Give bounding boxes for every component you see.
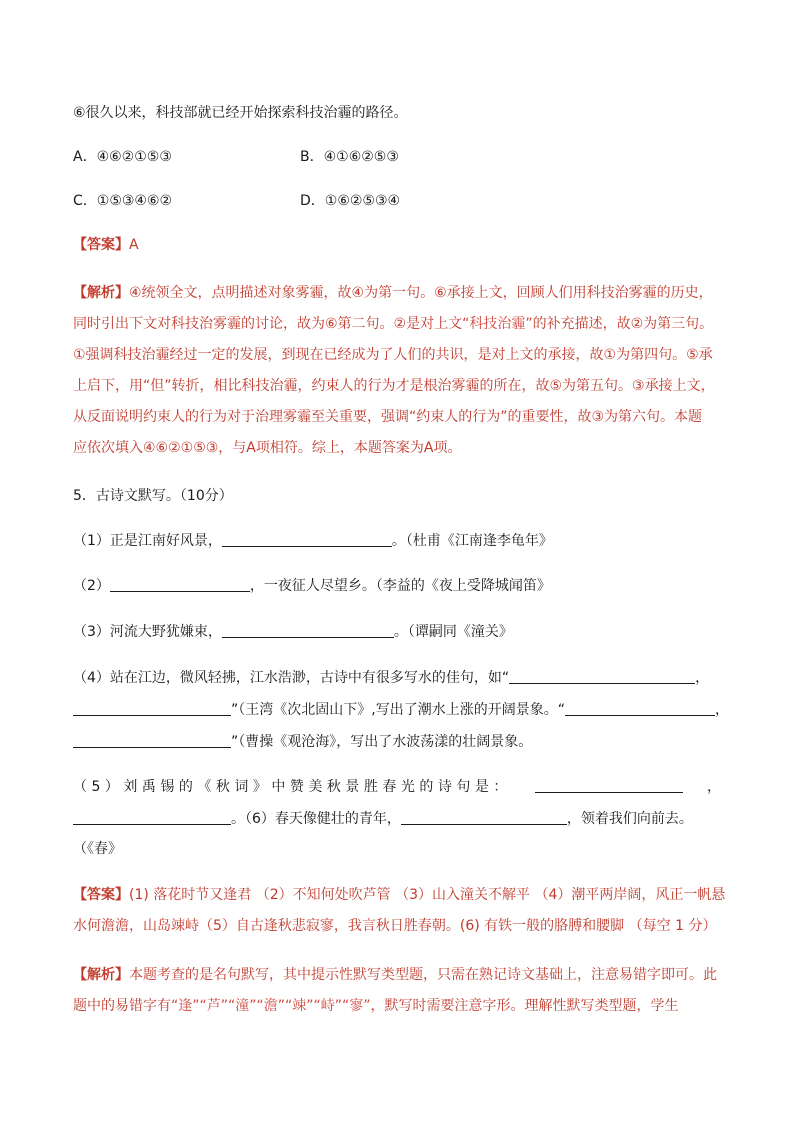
q5-analysis-line-2: 题中的易错字有“逢”“芦”“潼”“澹”“竦”“峙”“寥”，默写时需要注意字形。理解性默写类型题，学生 [73, 998, 679, 1014]
fill-blank[interactable] [73, 733, 231, 748]
q5-answer-line-2: 水何澹澹，山岛竦峙（5）自古逢秋悲寂寥，我言秋日胜春朝。(6) 有铁一般的胳膊和腰脚 （每空 1 分） [73, 918, 717, 934]
q5-item-4-line-1: （4）站在江边，微风轻拂，江水浩渺，古诗中有很多写水的佳句，如“ ， [73, 670, 710, 686]
q4-analysis-line-5: 从反面说明约束人的行为对于治理雾霾至关重要，强调“约束人的行为”的重要性，故③为第六句。本题 [73, 409, 703, 425]
q5-item-4-line-2: ”（王湾《次北固山下》,写出了潮水上涨的开阔景象。“ ， [73, 699, 729, 721]
q5-item-3: （3）河流大野犹嫌束， 。（谭嗣同《潼关》 [73, 624, 513, 640]
fill-blank[interactable] [73, 810, 231, 825]
q5-item-5-line-3: （《春》 [73, 841, 122, 857]
q5-item-5-line-1: （5）刘禹锡的《秋词》中赞美秋景胜春光的诗句是： ， [73, 779, 721, 795]
answer-label: 【答案】 [73, 237, 129, 253]
q5-answer-line-1: 【答案】(1) 落花时节又逢君 （2）不知何处吹芦管 （3）山入潼关不解平 （4）潮平两岸阔，风正一帆悬 [73, 887, 726, 903]
sentence-6: ⑥很久以来，科技部就已经开始探索科技治霾的路径。 [73, 105, 408, 121]
option-a: A．④⑥②①⑤③ [73, 149, 172, 165]
fill-blank[interactable] [222, 532, 392, 547]
q4-answer [73, 234, 139, 256]
fill-blank[interactable] [401, 810, 567, 825]
fill-blank[interactable] [535, 778, 683, 793]
option-c: C．①⑤③④⑥② [73, 193, 173, 209]
q4-analysis-line-2: 同时引出下文对科技治雾霾的讨论，故为⑥第二句。②是对上文“科技治霾”的补充描述，故②为第三句。 [73, 316, 714, 332]
fill-blank[interactable] [509, 669, 695, 684]
analysis-label: 【解析】 [73, 967, 129, 983]
answer-value: A [129, 237, 139, 253]
q5-item-1: （1）正是江南好风景， 。（杜甫《江南逢李龟年》 [73, 533, 553, 549]
q4-analysis-line-3: ①强调科技治霾经过一定的发展，到现在已经成为了人们的共识，是对上文的承接，故①为第四句。⑤承 [73, 347, 713, 363]
q4-analysis-line-4: 上启下，用“但”转折，相比科技治霾，约束人的行为才是根治雾霾的所在，故⑤为第五句。③承接上文， [73, 378, 715, 394]
option-d: D．①⑥②⑤③④ [300, 193, 401, 209]
q5-item-5-line-2: 。（6）春天像健壮的青年， ，领着我们向前去。 [73, 808, 693, 830]
fill-blank[interactable] [222, 623, 394, 638]
analysis-label: 【解析】 [73, 285, 129, 301]
q5-item-2: （2） ，一夜征人尽望乡。（李益的《夜上受降城闻笛》 [73, 578, 551, 594]
q4-analysis-line-6: 应依次填入④⑥②①⑤③，与A项相符。综上，本题答案为A项。 [73, 440, 462, 456]
option-b: B．④①⑥②⑤③ [300, 149, 399, 165]
q5-heading: 5．古诗文默写。（10分） [73, 488, 233, 504]
fill-blank[interactable] [73, 701, 231, 716]
q5-analysis-line-1: 【解析】本题考查的是名句默写，其中提示性默写类型题，只需在熟记诗文基础上，注意易错字即可。此 [73, 967, 717, 983]
q4-analysis-line-1: 【解析】④统领全文，点明描述对象雾霾，故④为第一句。⑥承接上文，回顾人们用科技治雾霾的历史， [73, 285, 713, 301]
q5-item-4-line-3: ”（曹操《观沧海》，写出了水波荡漾的壮阔景象。 [73, 731, 532, 753]
fill-blank[interactable] [110, 577, 250, 592]
fill-blank[interactable] [565, 701, 715, 716]
answer-label: 【答案】 [73, 887, 129, 903]
